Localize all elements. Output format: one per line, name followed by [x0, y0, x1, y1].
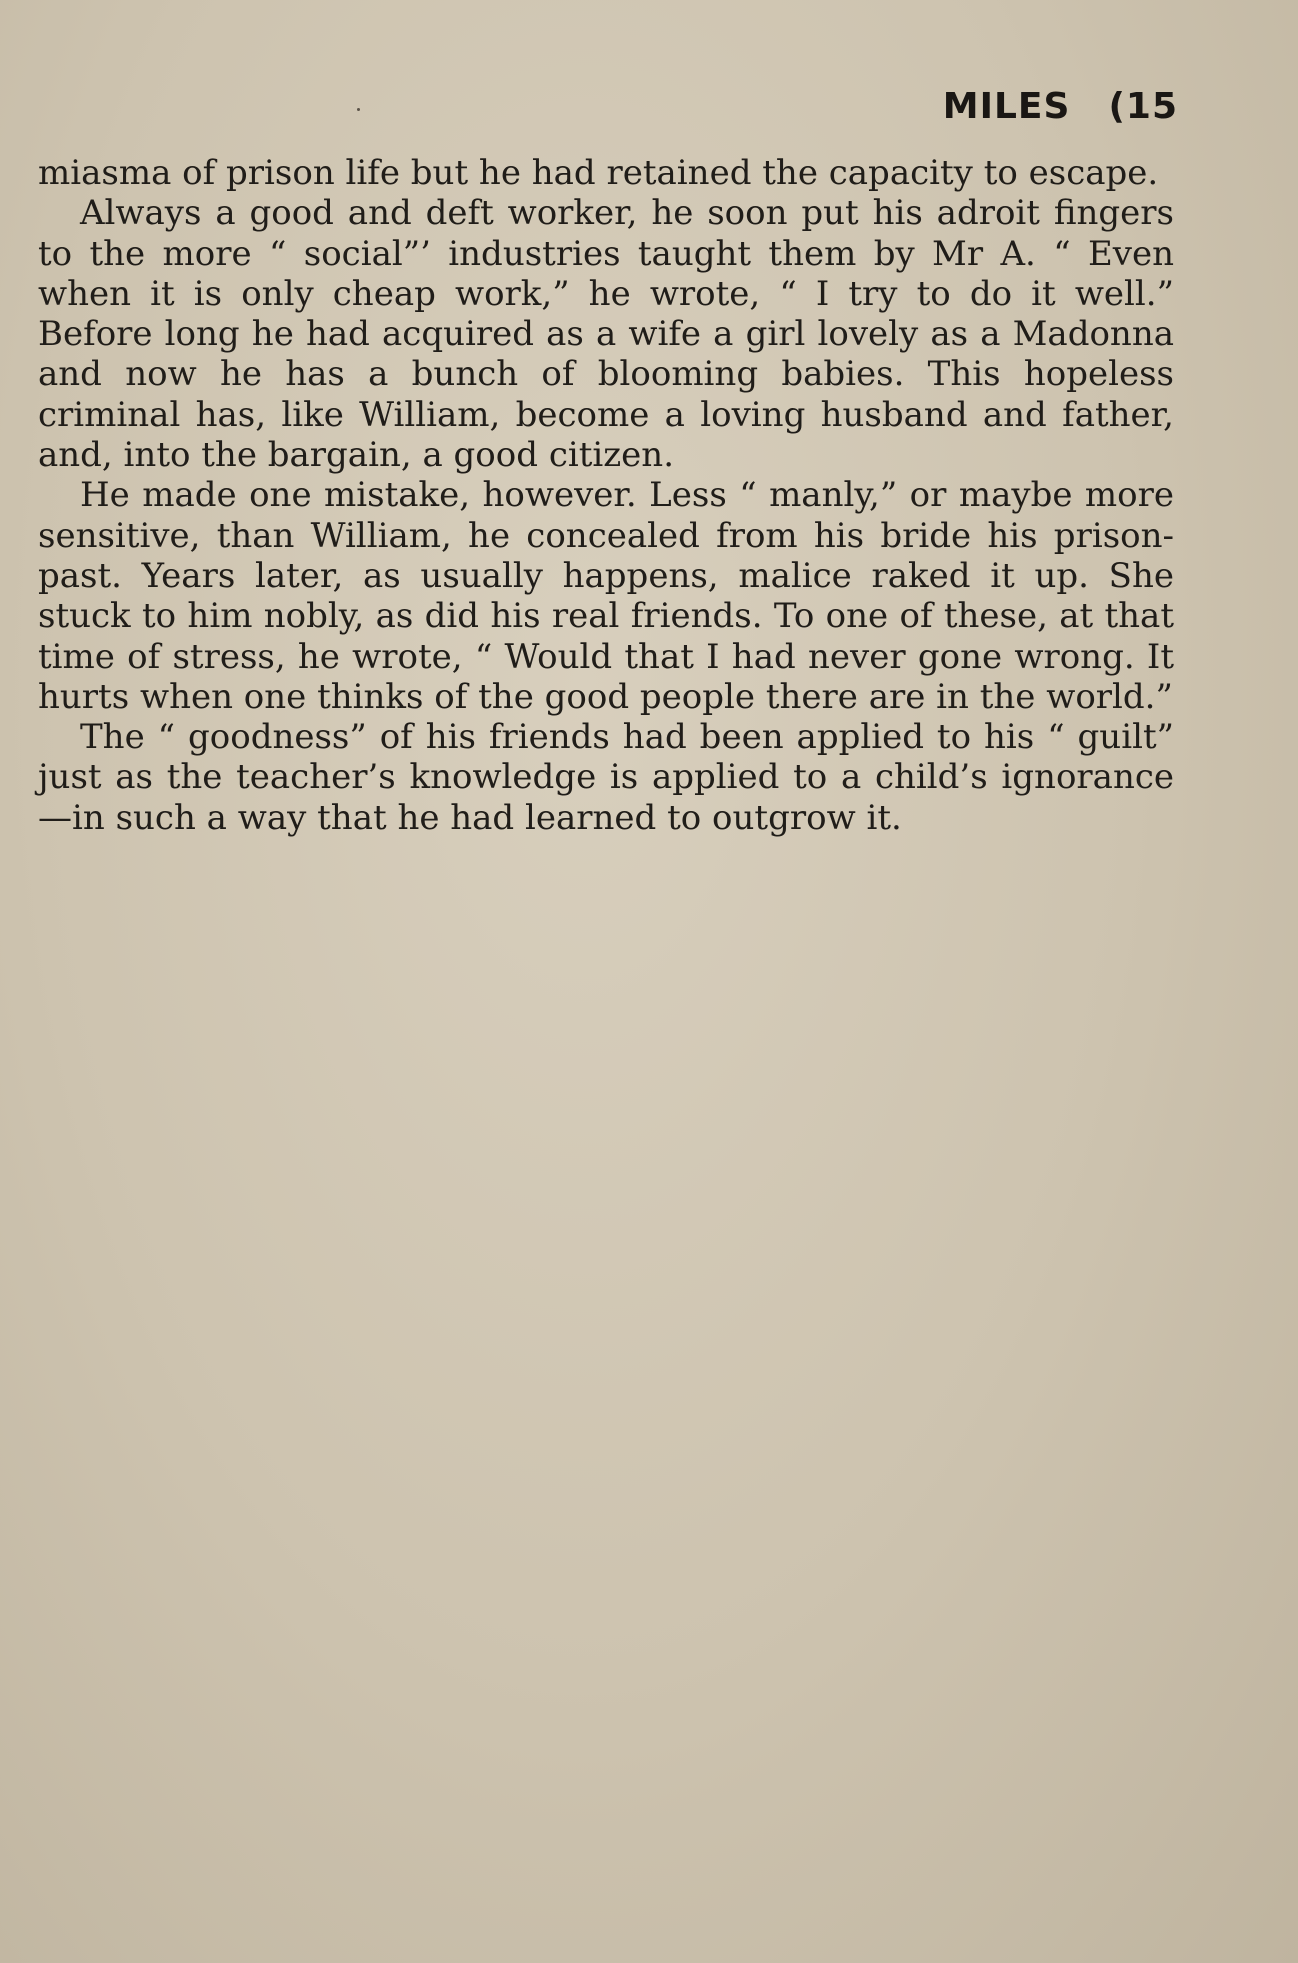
- page-number: (15: [1108, 86, 1178, 127]
- body-text: [38, 153, 1174, 838]
- paragraph: The “ goodness” of his friends had been applied to his “ guilt” just as the teacher’s knowledge is applied to a child’s ignorance—in such a way that he had learned to outgrow it.: [38, 717, 1174, 838]
- paragraph-continued: miasma of prison life but he had retained the capacity to escape.: [38, 153, 1159, 193]
- paper-speck: [357, 108, 360, 111]
- paragraph: Always a good and deft worker, he soon put his adroit fingers to the more “ social”’ industries taught them by Mr A. “ Even when it is only cheap work,” he wrote, “ I try to do it well.” Before long he had acquired as a wife a girl lovely as a Madonna and now he has a bunch of blooming babies. This hopeless criminal has, like William, become a loving husband and father, and, into the bargain, a good citizen.: [38, 193, 1174, 476]
- running-header: [943, 86, 1178, 127]
- paragraph: He made one mistake, however. Less “ manly,” or maybe more sensitive, than William, he concealed from his bride his prison-past. Years later, as usually happens, malice raked it up. She stuck to him nobly, as did his real friends. To one of these, at that time of stress, he wrote, “ Would that I had never gone wrong. It hurts when one thinks of the good people there are in the world.”: [38, 475, 1174, 717]
- running-title: MILES: [942, 86, 1071, 127]
